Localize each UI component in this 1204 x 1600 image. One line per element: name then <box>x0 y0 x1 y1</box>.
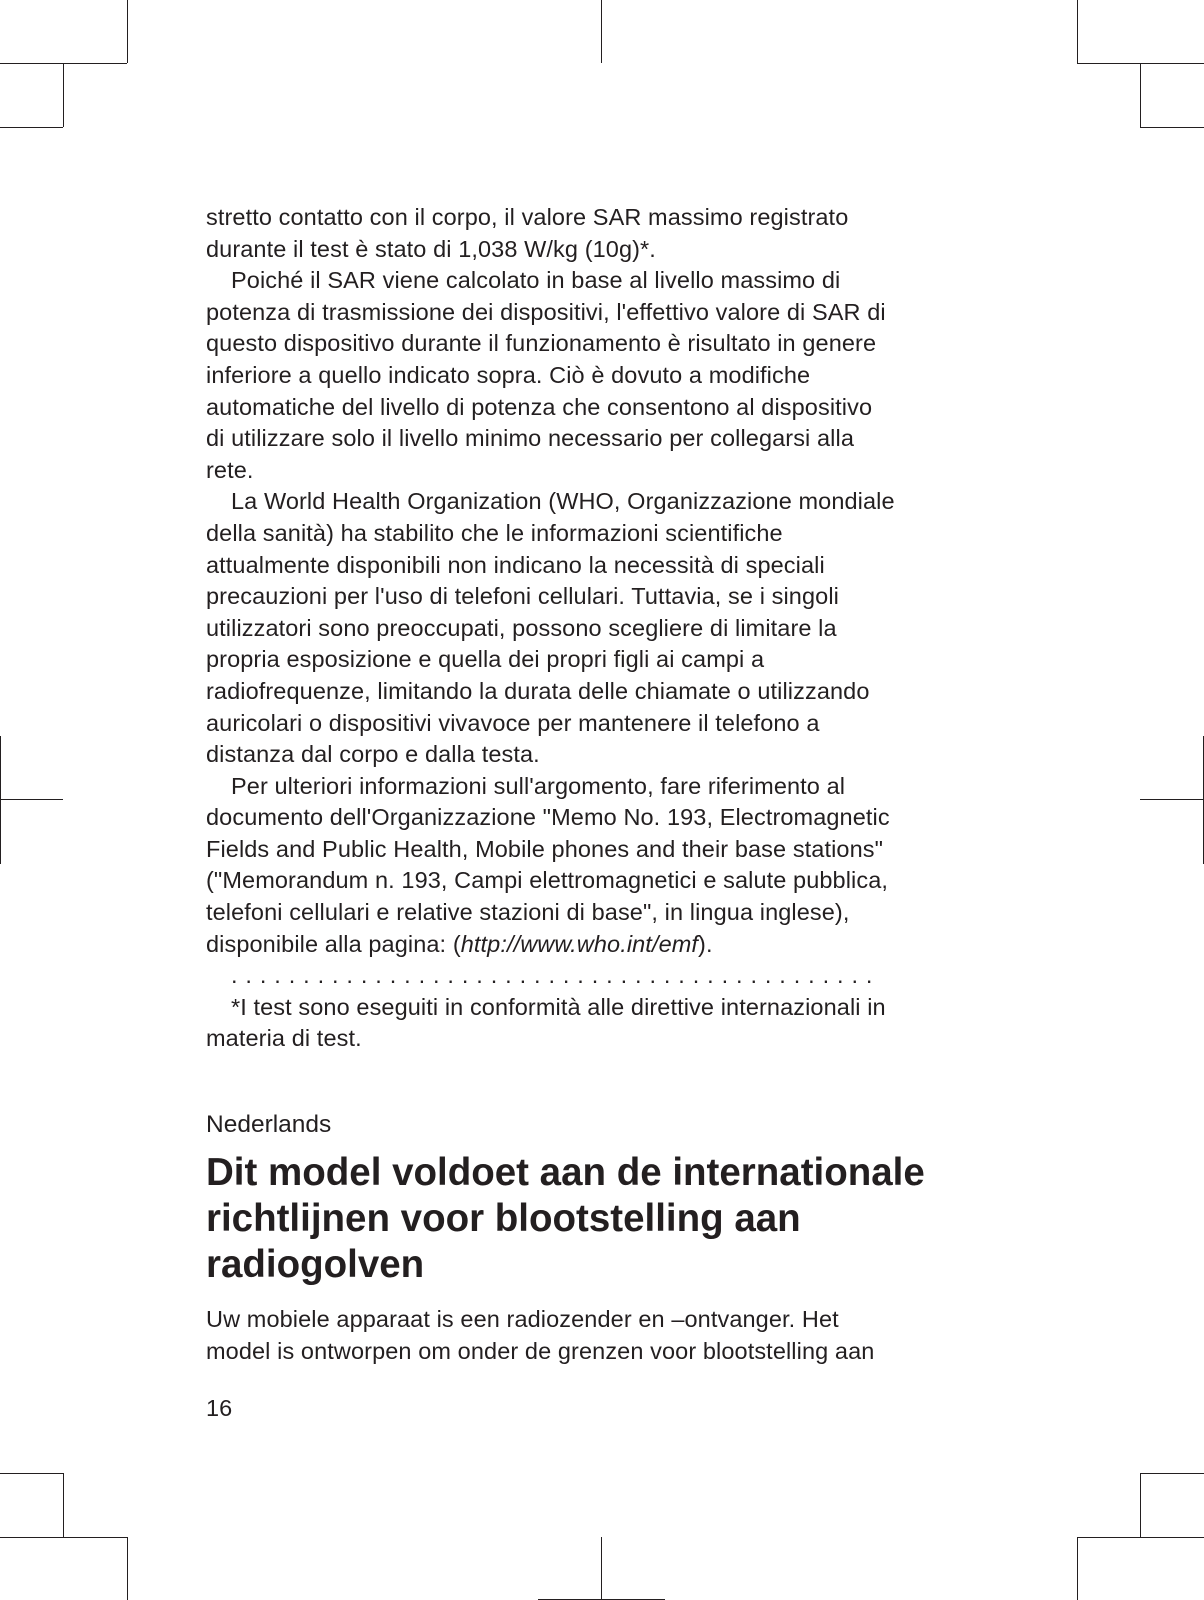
italian-section <box>206 202 1006 1055</box>
heading-line: Dit model voldoet aan de internationale <box>206 1151 925 1194</box>
text-line: model is ontworpen om onder de grenzen voor blootstelling aan <box>206 1337 875 1364</box>
crop-mark-left-middle-v <box>0 736 1 864</box>
dutch-body <box>206 1304 1006 1367</box>
text-line: di utilizzare solo il livello minimo necessario per collegarsi alla <box>206 425 854 452</box>
text-line: inferiore a quello indicato sopra. Ciò è dovuto a modifiche <box>206 361 811 388</box>
paragraph-who-reference <box>206 771 1006 961</box>
text-line: distanza dal corpo e dalla testa. <box>206 741 540 768</box>
text-line: durante il test è stato di 1,038 W/kg (10g)*. <box>206 235 656 262</box>
crop-mark-top-right-h-lower <box>1140 127 1204 128</box>
text-line: rete. <box>206 456 254 483</box>
text-line: precauzioni per l'uso di telefoni cellulari. Tuttavia, se i singoli <box>206 583 839 610</box>
crop-mark-left-middle-h <box>0 799 63 800</box>
crop-mark-bottom-left-v-outer <box>127 1537 128 1600</box>
section-heading <box>206 1150 925 1288</box>
crop-mark-bottom-center-v <box>601 1537 602 1600</box>
heading-line: radiogolven <box>206 1243 425 1286</box>
crop-mark-bottom-left-h-lower <box>0 1537 127 1538</box>
text-line: della sanità) ha stabilito che le informazioni scientifiche <box>206 519 783 546</box>
text-line: automatiche del livello di potenza che consentono al dispositivo <box>206 393 873 420</box>
crop-mark-bottom-right-h-lower <box>1077 1537 1204 1538</box>
text-line: *I test sono eseguiti in conformità alle direttive internazionali in <box>231 993 886 1020</box>
dotted-separator: ............................................. <box>231 962 881 989</box>
crop-mark-bottom-left-h-upper <box>0 1473 63 1474</box>
page-number: 16 <box>206 1395 233 1421</box>
text-line: ("Memorandum n. 193, Campi elettromagnetici e salute pubblica, <box>206 867 889 894</box>
crop-mark-bottom-left-v-inner <box>63 1473 64 1537</box>
crop-mark-bottom-right-v-outer <box>1077 1537 1078 1600</box>
crop-mark-bottom-right-v-inner <box>1140 1473 1141 1537</box>
footnote <box>206 992 1006 1055</box>
text-line: radiofrequenze, limitando la durata delle chiamate o utilizzando <box>206 677 870 704</box>
text-line: materia di test. <box>206 1025 362 1052</box>
text-line: Per ulteriori informazioni sull'argomento, fare riferimento al <box>231 772 846 799</box>
paragraph-sar-value <box>206 202 1006 265</box>
paragraph-who-statement <box>206 486 1006 770</box>
text-line: utilizzatori sono preoccupati, possono scegliere di limitare la <box>206 614 837 641</box>
text-line: telefoni cellulari e relative stazioni di base", in lingua inglese), <box>206 899 850 926</box>
text-line: auricolari o dispositivi vivavoce per mantenere il telefono a <box>206 709 820 736</box>
crop-mark-top-left-v-inner <box>63 63 64 127</box>
link-suffix: ). <box>698 930 713 957</box>
text-line: documento dell'Organizzazione "Memo No. 193, Electromagnetic <box>206 804 890 831</box>
crop-mark-top-left-v-outer <box>127 0 128 63</box>
language-label: Nederlands <box>206 1111 332 1138</box>
text-line: potenza di trasmissione dei dispositivi, l'effettivo valore di SAR di <box>206 298 886 325</box>
text-line: attualmente disponibili non indicano la necessità di speciali <box>206 551 825 578</box>
text-line: Uw mobiele apparaat is een radiozender en –ontvanger. Het <box>206 1306 839 1332</box>
crop-mark-top-right-v-inner <box>1140 63 1141 127</box>
text-line: Fields and Public Health, Mobile phones and their base stations" <box>206 835 884 862</box>
crop-mark-top-left-h-lower <box>0 127 63 128</box>
text-line: La World Health Organization (WHO, Organizzazione mondiale <box>231 488 895 515</box>
heading-line: richtlijnen voor blootstelling aan <box>206 1197 801 1240</box>
crop-mark-top-center <box>601 0 602 63</box>
link-prefix: disponibile alla pagina: ( <box>206 930 461 957</box>
paragraph-sar-calculation <box>206 265 1006 486</box>
text-line: stretto contatto con il corpo, il valore SAR massimo registrato <box>206 204 849 230</box>
text-line: Poiché il SAR viene calcolato in base al livello massimo di <box>231 267 841 294</box>
text-line <box>206 929 1006 961</box>
crop-mark-right-middle-h <box>1140 799 1204 800</box>
who-emf-link[interactable]: http://www.who.int/emf <box>460 930 699 957</box>
crop-mark-top-right-v-outer <box>1077 0 1078 63</box>
crop-mark-bottom-right-h-upper <box>1140 1473 1204 1474</box>
text-line: propria esposizione e quella dei propri figli ai campi a <box>206 646 765 673</box>
text-line: questo dispositivo durante il funzionamento è risultato in genere <box>206 330 877 357</box>
